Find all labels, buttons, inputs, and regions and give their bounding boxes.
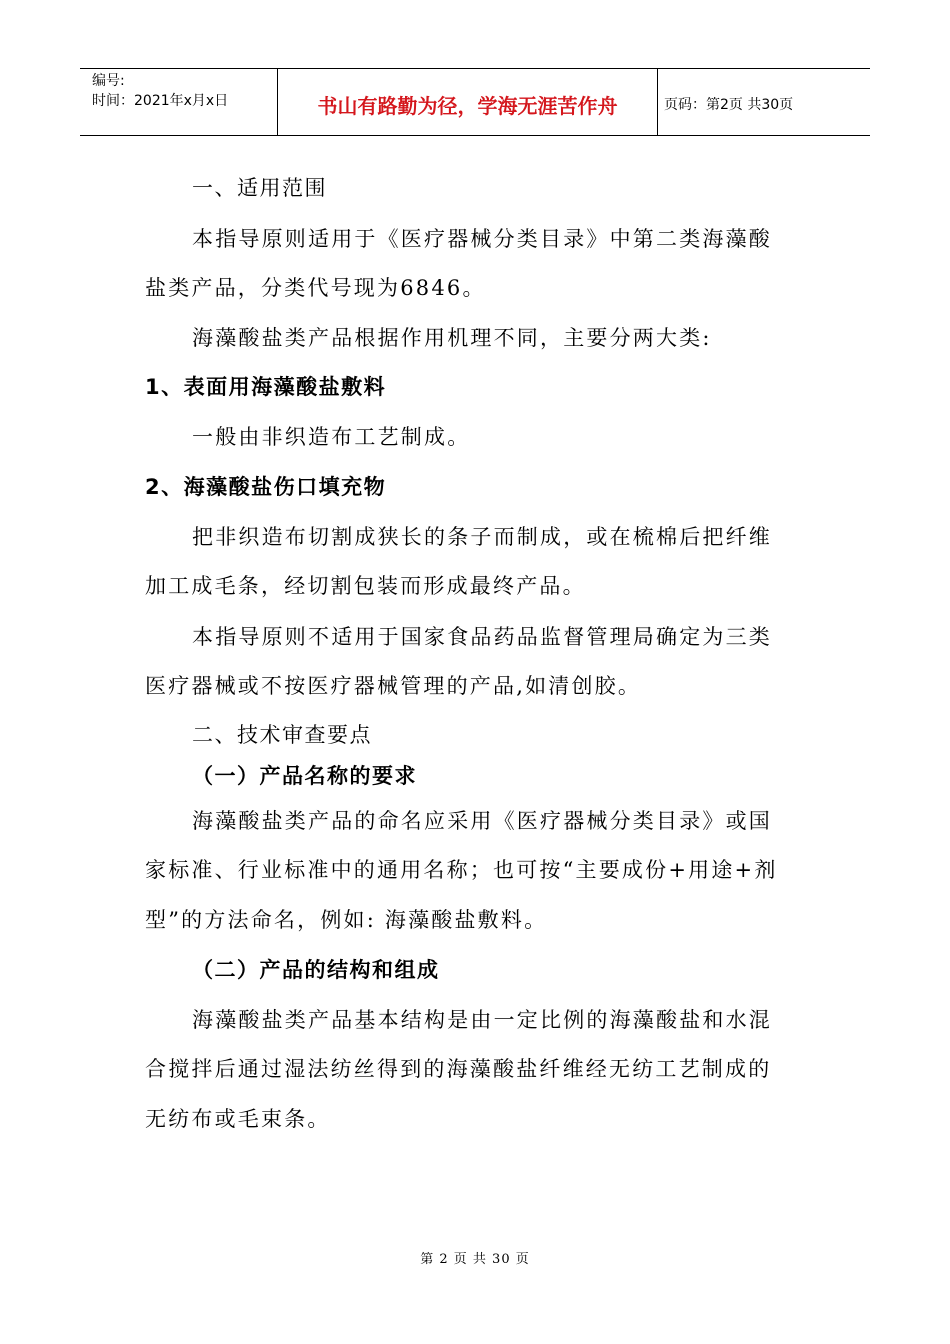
paragraph-structure-line3: 无纺布或毛束条。 <box>145 1107 331 1131</box>
paragraph-filler-line2: 加工成毛条，经切割包装而形成最终产品。 <box>145 574 586 598</box>
heading-wound-filler: 2、海藻酸盐伤口填充物 <box>145 475 387 499</box>
paragraph-naming-line1: 海藻酸盐类产品的命名应采用《医疗器械分类目录》或国 <box>192 809 772 833</box>
paragraph-structure-line1: 海藻酸盐类产品基本结构是由一定比例的海藻酸盐和水混 <box>192 1008 772 1032</box>
section-title-review: 二、技术审查要点 <box>192 723 372 747</box>
page-header <box>80 68 870 136</box>
paragraph-scope-line1: 本指导原则适用于《医疗器械分类目录》中第二类海藻酸 <box>192 227 772 251</box>
page-footer: 第 2 页 共 30 页 <box>420 1252 530 1267</box>
header-time-label: 时间：2021年x月x日 <box>92 93 229 109</box>
subheading-structure: （二）产品的结构和组成 <box>192 958 440 982</box>
paragraph-structure-line2: 合搅拌后通过湿法纺丝得到的海藻酸盐纤维经无纺工艺制成的 <box>145 1057 772 1081</box>
header-page-info: 页码：第2页 共30页 <box>664 97 794 113</box>
header-motto: 书山有路勤为径，学海无涯苦作舟 <box>278 69 658 135</box>
paragraph-naming-line2: 家标准、行业标准中的通用名称；也可按“主要成份+用途+剂 <box>145 858 778 882</box>
heading-surface-dressing: 1、表面用海藻酸盐敷料 <box>145 375 387 399</box>
section-title-scope: 一、适用范围 <box>192 176 327 200</box>
paragraph-scope-line2: 盐类产品，分类代号现为6846。 <box>145 276 486 300</box>
subheading-product-name: （一）产品名称的要求 <box>192 764 417 788</box>
paragraph-categories: 海藻酸盐类产品根据作用机理不同，主要分两大类: <box>192 326 712 350</box>
paragraph-exclusion-line2: 医疗器械或不按医疗器械管理的产品,如清创胶。 <box>145 674 642 698</box>
paragraph-exclusion-line1: 本指导原则不适用于国家食品药品监督管理局确定为三类 <box>192 625 772 649</box>
header-number-label: 编号: <box>92 73 125 89</box>
header-meta <box>80 69 278 135</box>
paragraph-filler-line1: 把非织造布切割成狭长的条子而制成，或在梳棉后把纤维 <box>192 525 772 549</box>
paragraph-naming-line3: 型”的方法命名，例如: 海藻酸盐敷料。 <box>145 908 548 932</box>
paragraph-nonwoven: 一般由非织造布工艺制成。 <box>192 425 471 449</box>
